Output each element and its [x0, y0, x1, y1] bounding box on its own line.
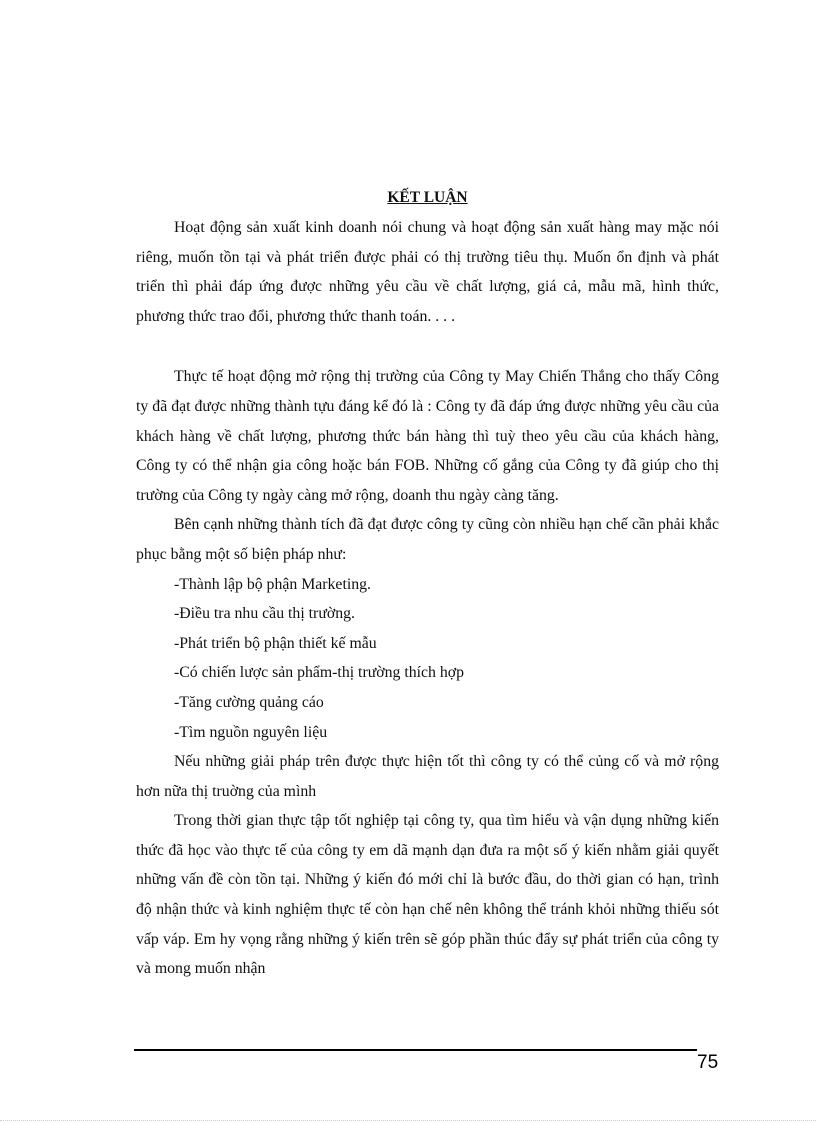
list-item: -Tìm nguồn nguyên liệu: [174, 723, 328, 741]
paragraph-limitations: Bên cạnh những thành tích đã đạt được công ty cũng còn nhiều hạn chế cần phải khắc phục bằng một số biện pháp như:: [136, 516, 719, 563]
page-number: 75: [697, 1052, 719, 1073]
footer-divider: [134, 1049, 697, 1051]
page-edge-divider: [0, 1120, 816, 1121]
list-item: -Có chiến lược sản phẩm-thị trường thích hợp: [174, 664, 465, 682]
measures-list: [136, 570, 719, 748]
section-title: KẾT LUẬN: [387, 189, 468, 206]
list-item: -Tăng cường quảng cáo: [174, 693, 324, 711]
list-item: -Thành lập bộ phận Marketing.: [174, 575, 371, 593]
paragraph-intro: Hoạt động sản xuất kinh doanh nói chung và hoạt động sản xuất hàng may mặc nói riêng, muốn tồn tại và phát triển được phải có thị trường tiêu thụ. Muốn ổn định và phát triển thì phải đáp ứng được những yêu cầu về chất lượng, giá cả, mẫu mã, hình thức, phương thức trao đổi, phương thức thanh toán. . . .: [136, 219, 719, 325]
list-item: -Điều tra nhu cầu thị trường.: [174, 605, 355, 623]
list-item: -Phát triển bộ phận thiết kế mẫu: [174, 634, 377, 652]
paragraph-company-results: Thực tế hoạt động mở rộng thị trường của Công ty May Chiến Thắng cho thấy Công ty đã đạt được những thành tựu đáng kể đó là : Công ty đã đáp ứng được những yêu cầu của khách hàng về chất lượng, phương thức bán hàng thì tuỳ theo yêu cầu của khách hàng, Công ty có thể nhận gia công hoặc bán FOB. Những cố gắng của Công ty đã giúp cho thị trường của Công ty ngày càng mở rộng, doanh thu ngày càng tăng.: [136, 368, 719, 504]
paragraph-internship: Trong thời gian thực tập tốt nghiệp tại công ty, qua tìm hiểu và vận dụng những kiến thức đã học vào thực tế của công ty em dã mạnh dạn đưa ra một số ý kiến nhằm giải quyết những vấn đề còn tồn tại. Những ý kiến đó mới chỉ là bước đầu, do thời gian có hạn, trình độ nhận thức và kinh nghiệm thực tế còn hạn chế nên không thể tránh khỏi những thiếu sót vấp váp. Em hy vọng rằng những ý kiến trên sẽ góp phần thúc đẩy sự phát triển của công ty và mong muốn nhận: [136, 812, 719, 978]
document-body: [136, 183, 719, 984]
paragraph-solutions: Nếu những giải pháp trên được thực hiện tốt thì công ty có thể củng cố và mở rộng hơn nữa thị truờng của mình: [136, 753, 719, 800]
